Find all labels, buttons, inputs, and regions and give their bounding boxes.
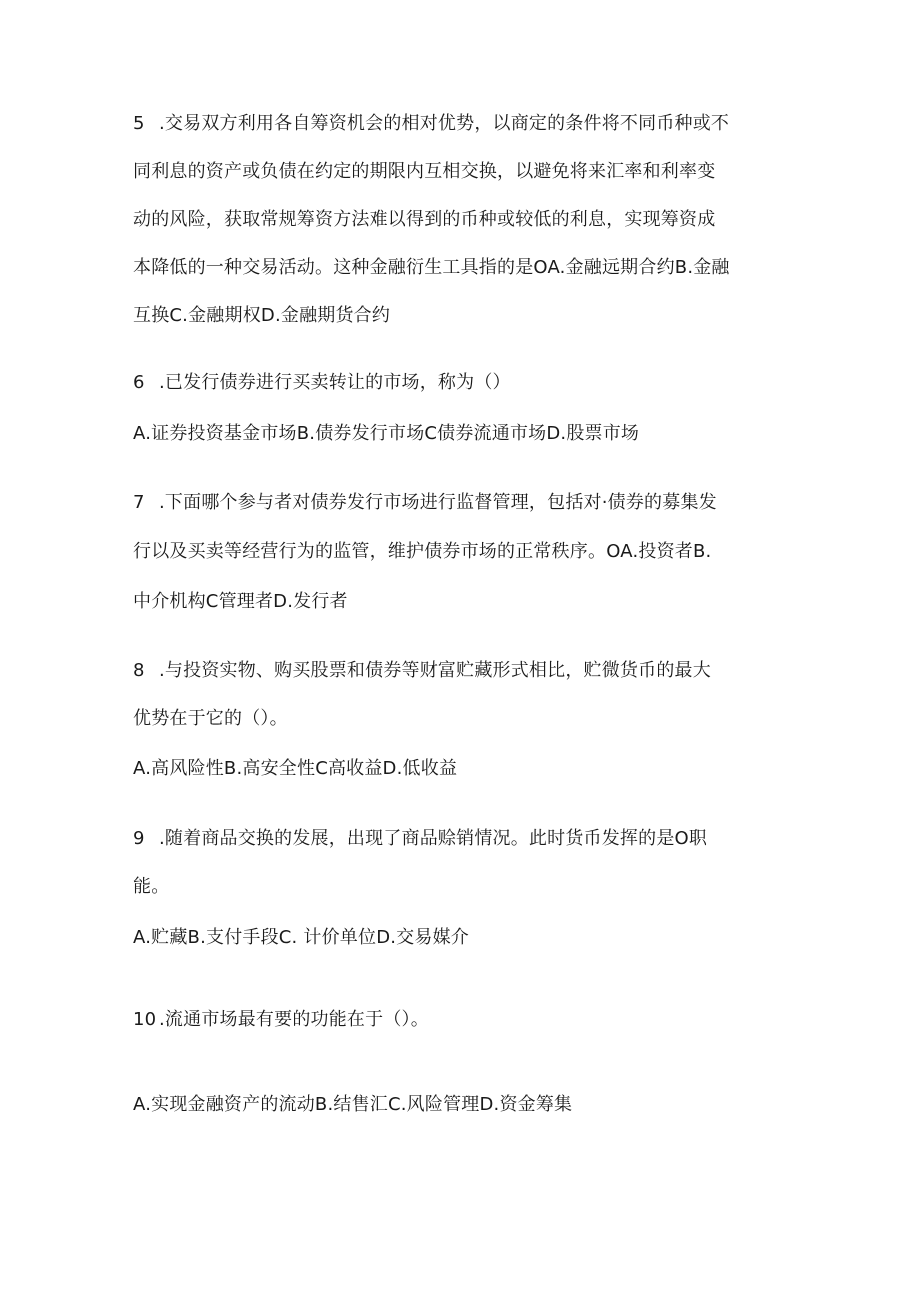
- question-10-options: A.实现金融资产的流动B.结售汇C.风险管理D.资金筹集: [133, 1094, 573, 1115]
- question-5-line-4: 本降低的一种交易活动。这种金融衍生工具指的是OA.金融远期合约B.金融: [133, 257, 730, 278]
- question-5-line-3: 动的风险，获取常规筹资方法难以得到的币种或较低的利息，实现筹资成: [133, 209, 716, 230]
- question-9-line-2: 能。: [133, 876, 170, 897]
- question-5-line-1: 5 .交易双方利用各自筹资机会的相对优势，以商定的条件将不同币种或不: [133, 113, 730, 134]
- question-7-line-3: 中介机构C管理者D.发行者: [133, 591, 348, 612]
- question-6-line-1: 6 .已发行债券进行买卖转让的市场，称为（）: [133, 372, 511, 393]
- question-7-line-1: 7 .下面哪个参与者对债券发行市场进行监督管理，包括对·债券的募集发: [133, 492, 717, 513]
- question-9-line-1: 9 .随着商品交换的发展，出现了商品赊销情况。此时货币发挥的是O职: [133, 828, 708, 849]
- question-5-line-5: 互换C.金融期权D.金融期货合约: [133, 305, 391, 326]
- question-number: 6: [133, 372, 145, 393]
- question-5-line-2: 同利息的资产或负债在约定的期限内互相交换，以避免将来汇率和利率变: [133, 161, 716, 182]
- question-8-line-2: 优势在于它的（）。: [133, 708, 288, 729]
- question-9-options: A.贮藏B.支付手段C. 计价单位D.交易媒介: [133, 927, 469, 948]
- question-10-line-1: 10 .流通市场最有要的功能在于（）。: [133, 1009, 429, 1030]
- question-6-options: A.证券投资基金市场B.债券发行市场C债券流通市场D.股票市场: [133, 423, 640, 444]
- question-number: 5: [133, 113, 145, 134]
- question-number: 9: [133, 828, 145, 849]
- question-8-line-1: 8 .与投资实物、购买股票和债券等财富贮藏形式相比，贮微货币的最大: [133, 660, 711, 681]
- question-7-line-2: 行以及买卖等经营行为的监管，维护债券市场的正常秩序。OA.投资者B.: [133, 541, 712, 562]
- question-number: 7: [133, 492, 145, 513]
- question-number: 8: [133, 660, 145, 681]
- question-number: 10: [133, 1009, 157, 1030]
- question-8-options: A.高风险性B.高安全性C高收益D.低收益: [133, 758, 458, 779]
